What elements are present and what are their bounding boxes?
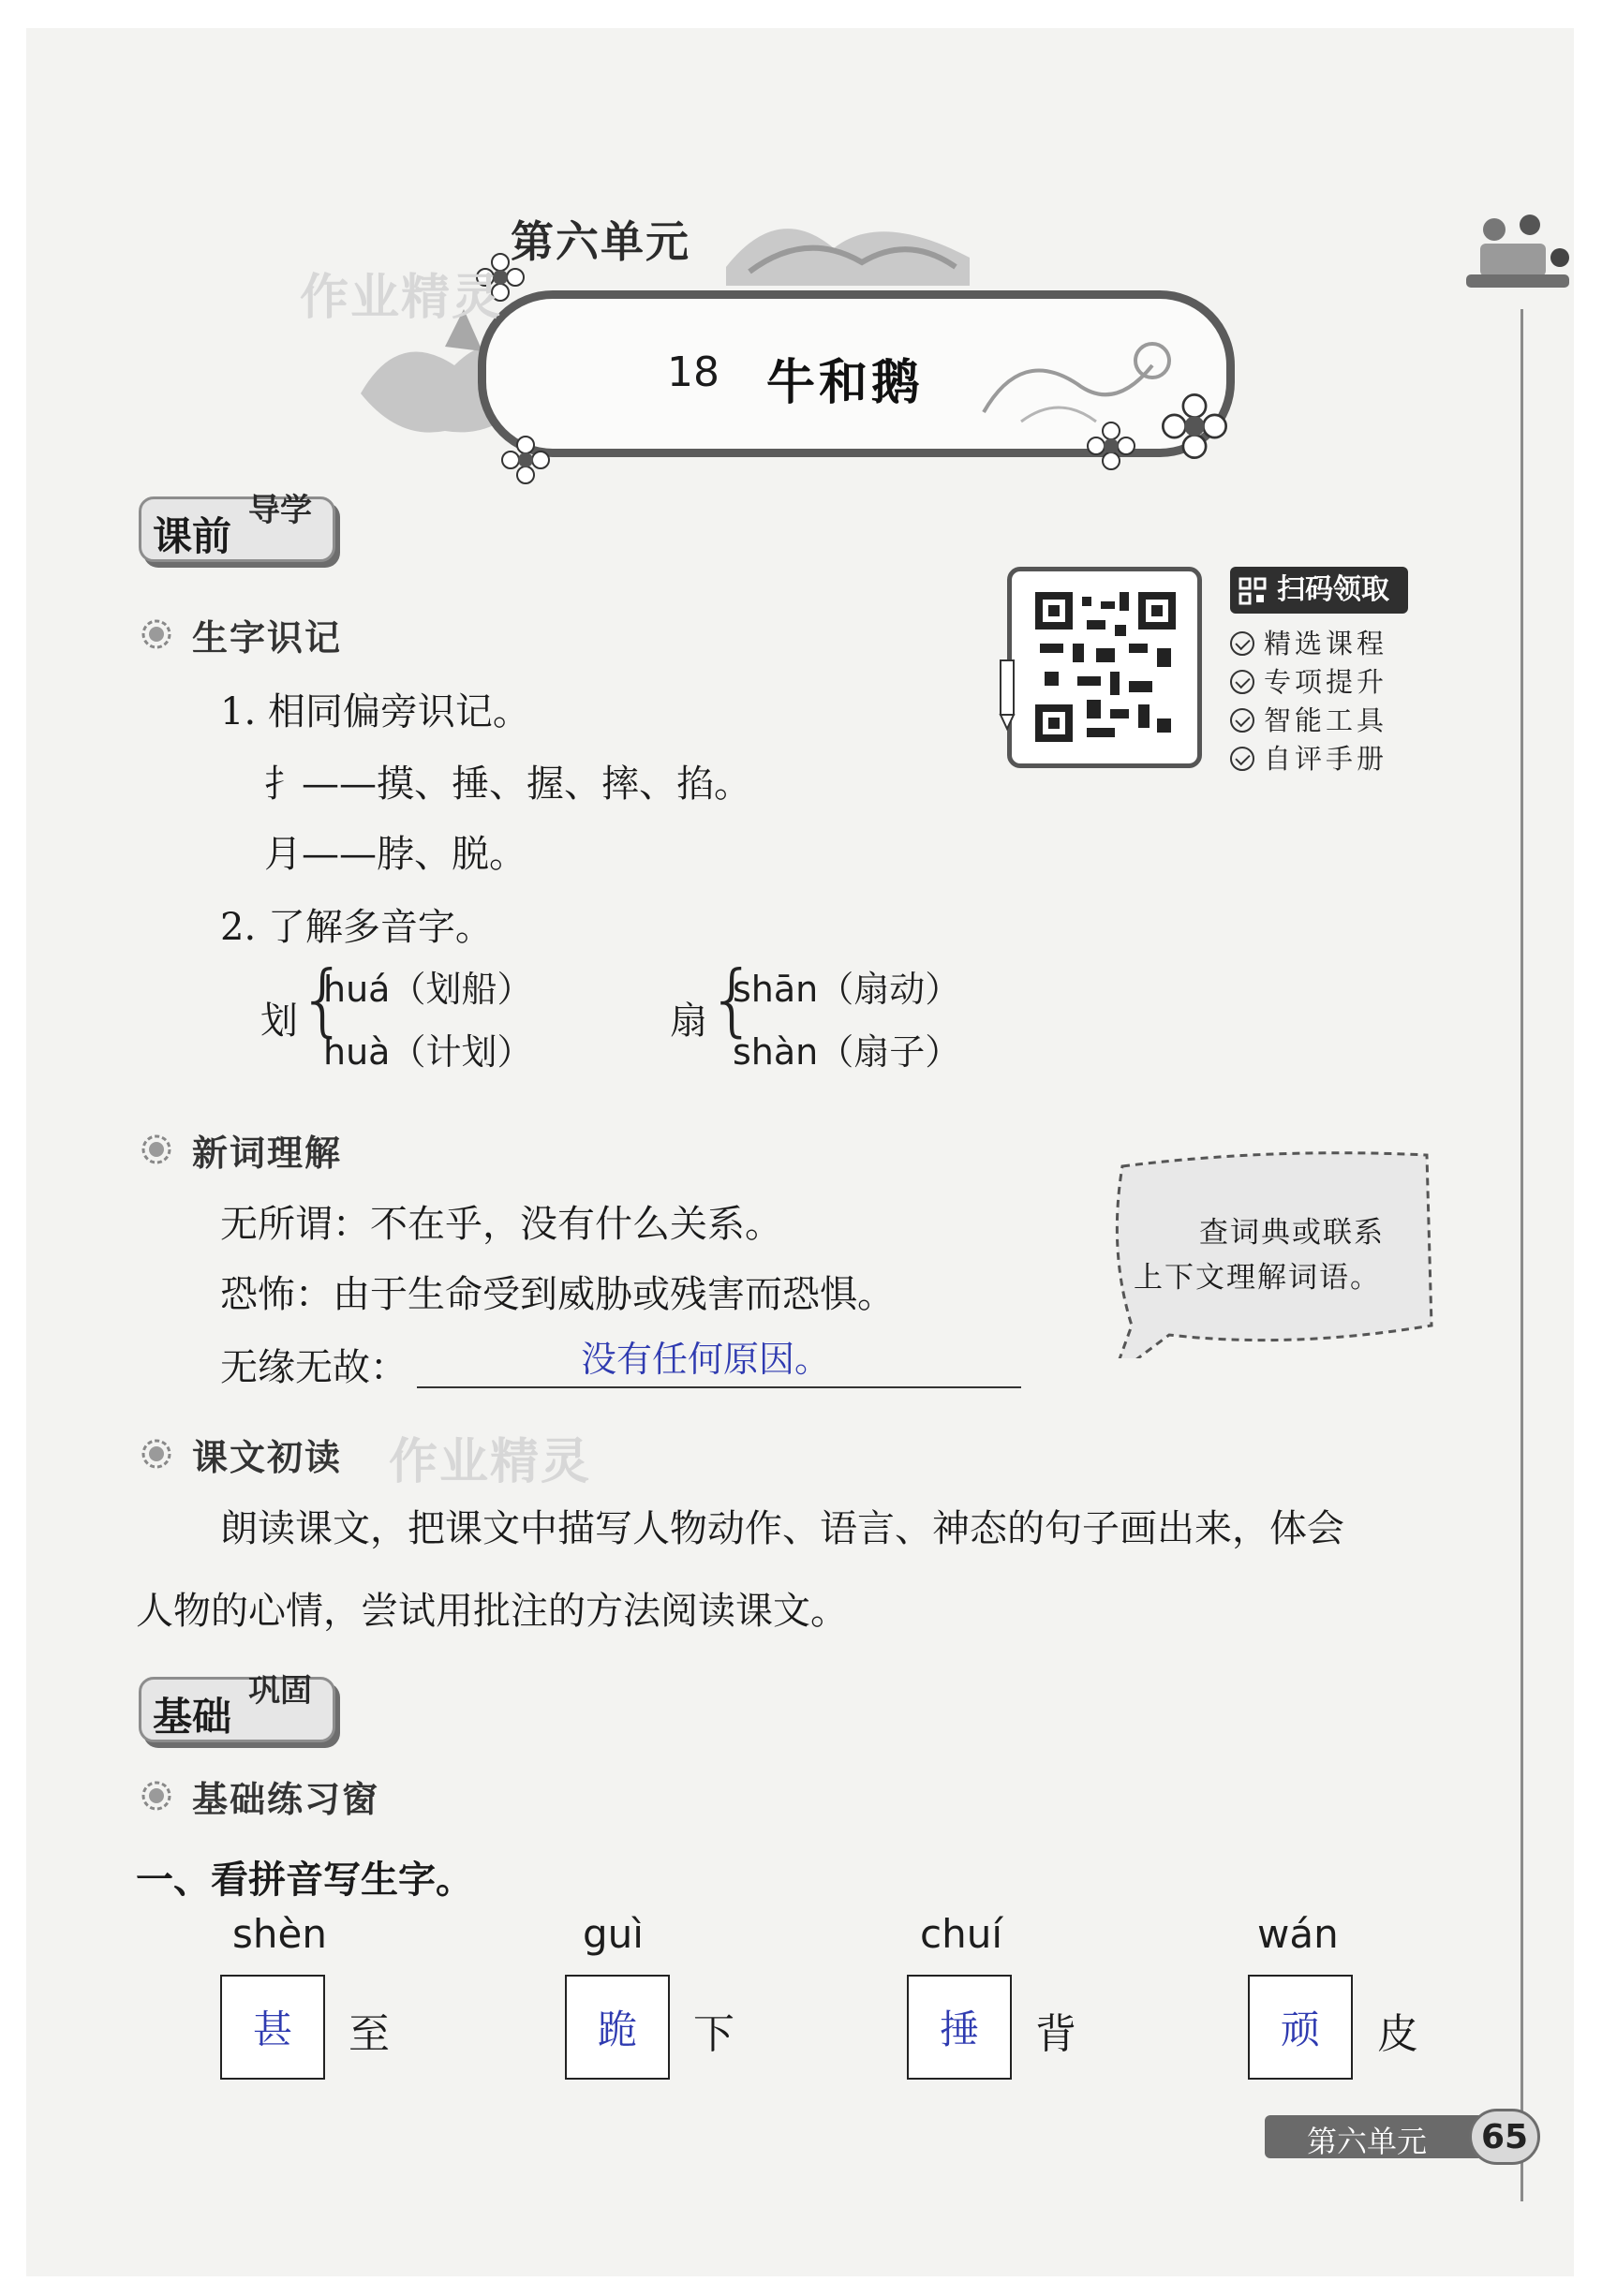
answer-box[interactable]: 捶 [907,1975,1012,2080]
bullet-icon [141,618,172,650]
footer-unit: 第六单元 [1307,2124,1428,2159]
vocab-label: 无缘无故： [220,1346,408,1389]
scan-tag[interactable]: 扫码领取 [1230,567,1408,614]
pinyin-label: shèn [232,1911,327,1957]
read-paragraph-line: 朗读课文，把课文中描写人物动作、语言、神态的句子画出来，体会 [220,1507,1344,1550]
brace: { [298,954,349,1045]
check-icon [1230,708,1254,733]
bullet-icon [141,1780,172,1812]
heading-practice: 基础练习窗 [192,1779,380,1820]
answer-box[interactable]: 甚 [220,1975,325,2080]
heading-vocab: 新词理解 [192,1133,343,1174]
heading-first-read: 课文初读 [192,1437,343,1478]
check-icon [1230,670,1254,694]
flower-icon [1162,393,1227,459]
read-paragraph-line: 人物的心情，尝试用批注的方法阅读课文。 [136,1590,848,1633]
pinyin-label: chuí [920,1911,1002,1957]
polyphone-reading: huá（划船） [323,969,533,1010]
answer-line [417,1386,1021,1388]
bullet-icon [141,1438,172,1470]
word-char: 背 [1035,2010,1076,2058]
answer-box[interactable]: 顽 [1248,1975,1353,2080]
tip-text: 查词典或联系 [1199,1216,1385,1250]
unit-banner: 第六单元 [511,216,690,267]
margin-line [1520,309,1523,2201]
polyphone-char: 划 [260,1000,298,1043]
heading-char-learning: 生字识记 [192,617,343,659]
word-char: 下 [693,2010,734,2058]
watermark: 作业精灵 [300,270,503,326]
pencil-icon [995,656,1019,731]
flower-icon [501,436,550,484]
polyphone-char: 扇 [670,1000,707,1043]
section-badge-main: 课前 [153,513,232,559]
check-icon [1230,631,1254,656]
polyphone-reading: shān（扇动） [733,969,961,1010]
watermark: 作业精灵 [389,1434,592,1490]
item2-title: 2. 了解多音字。 [220,906,493,949]
qr-scan-icon [1239,577,1267,605]
radical-line-moon: 月——脖、脱。 [264,833,527,876]
pinyin-label: wán [1257,1911,1339,1957]
word-char: 至 [349,2010,390,2058]
answer-box[interactable]: 跪 [565,1975,670,2080]
qr-item: 专项提升 [1230,661,1387,700]
radical-line-hand: 扌——摸、捶、握、摔、掐。 [264,763,751,806]
lesson-title: 牛和鹅 [766,355,925,411]
grass-decoration [721,192,974,295]
kids-reading-illustration [1457,201,1579,314]
question-title: 一、看拼音写生字。 [136,1859,473,1902]
lesson-number: 18 [667,348,719,396]
bullet-icon [141,1133,172,1165]
qr-item: 自评手册 [1230,738,1387,777]
swirl-decoration [965,309,1190,450]
vocab-line: 恐怖：由于生命受到威胁或残害而恐惧。 [220,1273,895,1316]
pinyin-label: guì [583,1911,644,1957]
word-char: 皮 [1377,2010,1418,2058]
vocab-answer[interactable]: 没有任何原因。 [581,1339,831,1380]
qr-item: 精选课程 [1230,623,1387,661]
flower-icon [1087,422,1135,470]
page-number: 65 [1469,2109,1540,2165]
section-badge-main: 基础 [153,1694,232,1740]
polyphone-reading: huà（计划） [323,1031,533,1073]
vocab-line: 无所谓：不在乎，没有什么关系。 [220,1203,782,1246]
qr-code[interactable] [1035,592,1176,742]
section-badge-sub: 巩固 [248,1672,312,1710]
check-icon [1230,747,1254,771]
tip-text: 上下文理解词语。 [1134,1261,1381,1295]
item1-title: 1. 相同偏旁识记。 [220,690,530,733]
qr-item: 智能工具 [1230,700,1387,738]
brace: { [707,954,758,1045]
polyphone-reading: shàn（扇子） [733,1031,961,1073]
section-badge-sub: 导学 [248,492,312,529]
